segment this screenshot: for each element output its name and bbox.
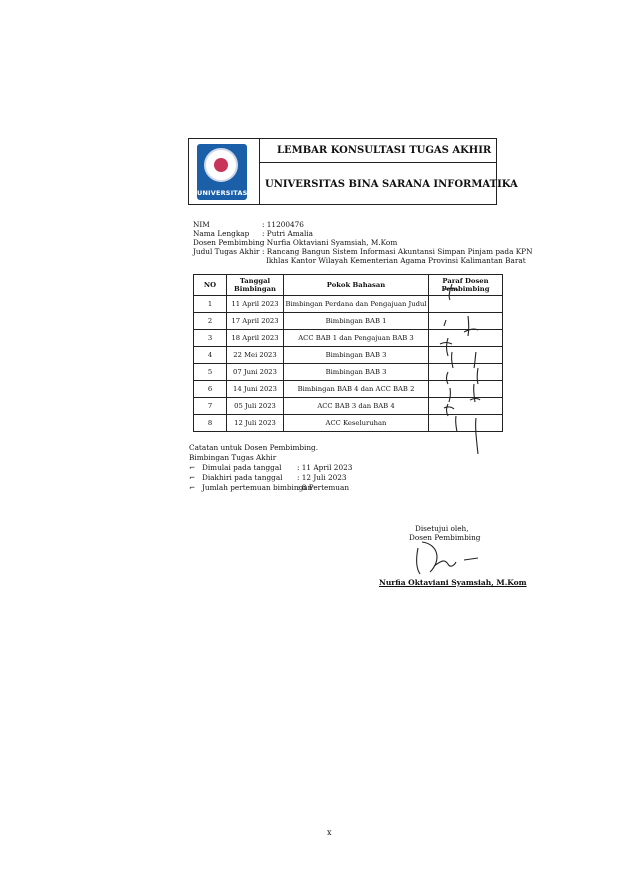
signature-initials-graphic bbox=[420, 276, 492, 461]
row-date: 14 Juni 2023 bbox=[227, 381, 284, 398]
bullet-icon: ⌐ bbox=[189, 483, 196, 492]
row-topic: ACC BAB 3 dan BAB 4 bbox=[284, 398, 429, 415]
row-date: 18 April 2023 bbox=[227, 330, 284, 347]
header-title-cell bbox=[259, 139, 496, 163]
thesis-line-1: : Rancang Bangun Sistem Informasi Akuntansi Simpan Pinjam pada KPN bbox=[262, 247, 533, 256]
advisor-label: Dosen Pembimbing bbox=[193, 238, 265, 247]
row-topic: ACC Keseluruhan bbox=[284, 415, 429, 432]
thesis-line-2: Ikhlas Kantor Wilayah Kementerian Agama Provinsi Kalimantan Barat bbox=[266, 256, 526, 265]
notes-item-start bbox=[189, 463, 353, 473]
form-title: LEMBAR KONSULTASI TUGAS AKHIR bbox=[277, 145, 492, 156]
row-no: 7 bbox=[194, 398, 227, 415]
header-no: NO bbox=[194, 275, 227, 296]
row-date: 11 April 2023 bbox=[227, 296, 284, 313]
notes-item-end bbox=[189, 473, 347, 483]
university-name: UNIVERSITAS BINA SARANA INFORMATIKA bbox=[265, 179, 518, 190]
row-date: 17 April 2023 bbox=[227, 313, 284, 330]
row-date: 22 Mei 2023 bbox=[227, 347, 284, 364]
row-date: 05 Juli 2023 bbox=[227, 398, 284, 415]
logo-caption: UNIVERSITAS bbox=[197, 189, 248, 197]
header-signature: Paraf Dosen Pembimbing bbox=[429, 275, 503, 296]
row-topic: Bimbingan BAB 4 dan ACC BAB 2 bbox=[284, 381, 429, 398]
advisor-value: : Nurfia Oktaviani Syamsiah, M.Kom bbox=[262, 238, 398, 247]
row-date: 07 Juni 2023 bbox=[227, 364, 284, 381]
header-topic: Pokok Bahasan bbox=[284, 275, 429, 296]
row-date: 12 Juli 2023 bbox=[227, 415, 284, 432]
row-no: 3 bbox=[194, 330, 227, 347]
bullet-icon: ⌐ bbox=[189, 473, 196, 482]
row-topic: Bimbingan Perdana dan Pengajuan Judul bbox=[284, 296, 429, 313]
count-value: : 8 Pertemuan bbox=[297, 483, 350, 492]
start-label: Dimulai pada tanggal bbox=[202, 463, 282, 472]
document-header bbox=[188, 138, 518, 205]
nim-label: NIM bbox=[193, 220, 210, 229]
approval-line-1: Disetujui oleh, bbox=[415, 524, 469, 533]
notes-heading: Catatan untuk Dosen Pembimbing. bbox=[189, 443, 319, 452]
row-topic: Bimbingan BAB 3 bbox=[284, 347, 429, 364]
row-no: 6 bbox=[194, 381, 227, 398]
page-mark: x bbox=[327, 828, 332, 837]
logo-cell bbox=[189, 139, 260, 204]
start-value: : 11 April 2023 bbox=[297, 463, 353, 472]
name-label: Nama Lengkap bbox=[193, 229, 250, 238]
row-no: 8 bbox=[194, 415, 227, 432]
row-no: 5 bbox=[194, 364, 227, 381]
end-label: Diakhiri pada tanggal bbox=[202, 473, 283, 482]
nim-value: : 11200476 bbox=[262, 220, 304, 229]
advisor-name: Nurfia Oktaviani Syamsiah, M.Kom bbox=[379, 578, 527, 587]
advisor-signature-graphic bbox=[404, 538, 494, 578]
count-label: Jumlah pertemuan bimbingan bbox=[202, 483, 313, 492]
row-topic: Bimbingan BAB 3 bbox=[284, 364, 429, 381]
name-value: : Putri Amalia bbox=[262, 229, 314, 238]
bullet-icon: ⌐ bbox=[189, 463, 196, 472]
row-no: 2 bbox=[194, 313, 227, 330]
row-topic: ACC BAB 1 dan Pengajuan BAB 3 bbox=[284, 330, 429, 347]
approval-line-2: Dosen Pembimbing bbox=[409, 533, 481, 542]
thesis-label: Judul Tugas Akhir bbox=[193, 247, 260, 256]
row-no: 4 bbox=[194, 347, 227, 364]
notes-subheading: Bimbingan Tugas Akhir bbox=[189, 453, 277, 462]
end-value: : 12 Juli 2023 bbox=[297, 473, 347, 482]
row-no: 1 bbox=[194, 296, 227, 313]
university-logo bbox=[197, 144, 247, 200]
header-date: Tanggal Bimbingan bbox=[227, 275, 284, 296]
row-topic: Bimbingan BAB 1 bbox=[284, 313, 429, 330]
notes-section bbox=[189, 443, 353, 493]
notes-item-count bbox=[189, 483, 350, 493]
